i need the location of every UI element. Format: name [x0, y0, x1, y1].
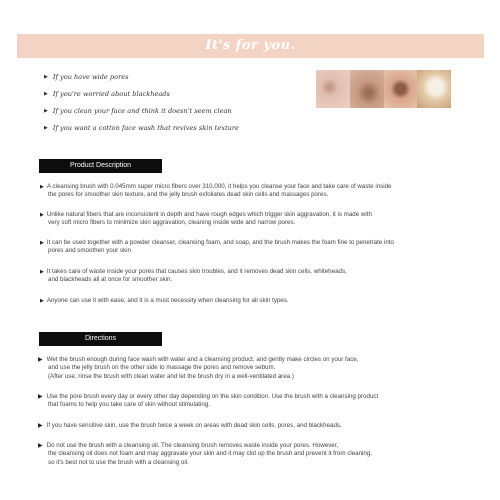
directions-paragraph: ▶ Wet the brush enough during face wash with water and a cleansing product, and gently make circles on your face, and use the jelly brush on the other side to massage the pores and remove sebum. (After use, rinse the brush with clean water and let the brush dry in a well-ventilated area.): [38, 356, 359, 380]
description-paragraph: ▶ A cleansing brush with 0.045mm super micro fibers over 310,000, it helps you cleanse your face and take care of waste inside the pores for smoother skin texture, and the jelly brush exfoliates dead skin cells and massages pores.: [40, 183, 392, 199]
triangle-bullet-icon: ▶: [40, 184, 44, 190]
bullet-item: ▶ If you have wide pores: [44, 72, 129, 81]
nose-blackheads-photo: [384, 70, 418, 108]
description-paragraph: ▶ It can be used together with a powder cleanser, cleansing foam, and soap, and the brush makes the foam fine to penetrate into pores and smoothen your skin: [40, 239, 394, 255]
triangle-bullet-icon: ▶: [44, 73, 48, 80]
triangle-bullet-icon: ▶: [38, 423, 43, 429]
banner-title: It's for you.: [205, 38, 296, 53]
skin-photo-strip: [316, 70, 451, 108]
bullet-item: ▶ If you clean your face and think it doesn't seem clean: [44, 106, 232, 115]
bullet-item: ▶ If you're worried about blackheads: [44, 89, 170, 98]
triangle-bullet-icon: ▶: [44, 90, 48, 97]
bullet-item: ▶ If you want a cotton face wash that revives skin texture: [44, 123, 239, 132]
description-paragraph: ▶ It takes care of waste inside your pores that causes skin troubles, and it removes dead skin cells, whiteheads, and blackheads all at once for smoother skin.: [40, 268, 347, 284]
triangle-bullet-icon: ▶: [44, 107, 48, 114]
description-paragraph: ▶ Anyone can use it with ease, and it is a must necessity when cleansing for all skin types.: [40, 297, 289, 304]
wide-pores-photo: [316, 70, 350, 108]
triangle-bullet-icon: ▶: [38, 357, 43, 363]
directions-paragraph: ▶ Use the pore brush every day or every other day depending on the skin condition. Use the brush with a cleansing product that foams to help you take care of skin without stimulating.: [38, 393, 379, 409]
directions-title: Directions: [39, 332, 162, 346]
directions-paragraph: ▶ Do not use the brush with a cleansing oil. The cleansing brush removes waste inside your pores. However, the cleansing oil does not foam and may aggravate your skin and it may clot up the brush and prevent it from cleaning, so it's best not to use the brush with a cleansing oil.: [38, 442, 372, 466]
triangle-bullet-icon: ▶: [40, 240, 44, 246]
description-paragraph: ▶ Unlike natural fibers that are inconsistent in depth and have rough edges which trigger skin aggravation, it is made with very soft micro fibers to minimize skin aggravation, cleaning inside wide and narrow pores.: [40, 211, 372, 227]
triangle-bullet-icon: ▶: [38, 394, 43, 400]
triangle-bullet-icon: ▶: [44, 124, 48, 131]
directions-paragraph: ▶ If you have sensitive skin, use the brush twice a week on areas with dead skin cells, pores, and blackheads.: [38, 422, 342, 429]
triangle-bullet-icon: ▶: [40, 298, 44, 304]
triangle-bullet-icon: ▶: [38, 443, 43, 449]
banner: [17, 34, 484, 58]
target-bullet-list: [44, 70, 294, 138]
triangle-bullet-icon: ▶: [40, 269, 44, 275]
skin-texture-photo: [350, 70, 384, 108]
product-description-title: Product Description: [39, 159, 162, 173]
cleansing-brush-photo: [417, 70, 451, 108]
triangle-bullet-icon: ▶: [40, 212, 44, 218]
